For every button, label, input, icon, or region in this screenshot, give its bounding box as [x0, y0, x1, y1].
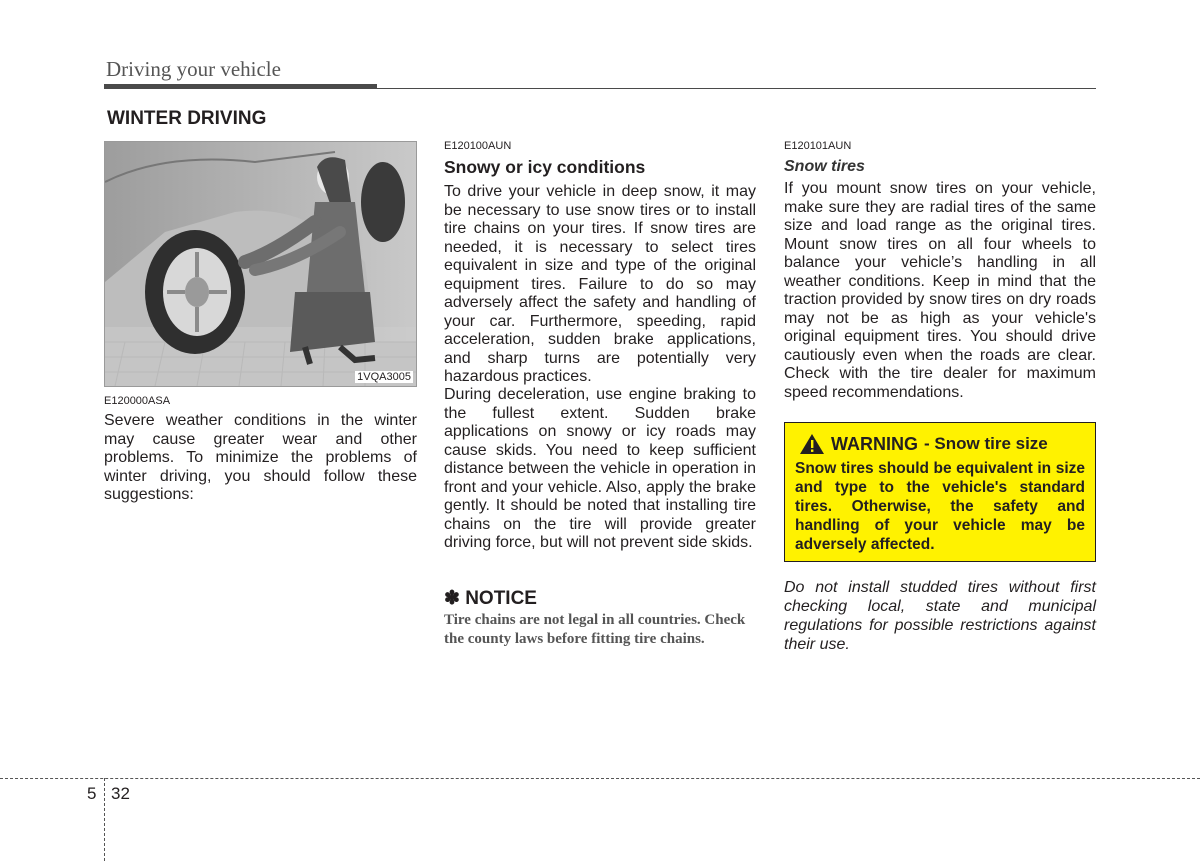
section-code: E120101AUN	[784, 140, 852, 152]
page-number: 32	[111, 784, 130, 803]
footer-divider	[104, 778, 105, 861]
warning-label: WARNING	[831, 433, 918, 454]
intro-paragraph: Severe weather conditions in the winter may cause greater wear and other problems. To minimize the problems of winter driving, you should follow these suggestions:	[104, 412, 417, 503]
figure-code: 1VQA3005	[357, 371, 411, 383]
section-code: E120000ASA	[104, 395, 171, 407]
warning-text: Snow tires should be equivalent in size and type to the vehicle's standard tires. Otherwise, the safety and handling of your vehicle may be adversely affected.	[795, 460, 1085, 553]
header-rule-accent	[104, 84, 377, 89]
page-title: WINTER DRIVING	[107, 108, 267, 129]
paragraph: To drive your vehicle in deep snow, it may be necessary to use snow tires or to install tire chains on your tires. If snow tires are needed, it is necessary to select tires equivalent in size and type of the original equipment tires. Failure to do so may adversely affect the safety and handling of your car. Furthermore, speeding, rapid acceleration, sudden brake applications, and sharp turns are potentially very hazardous practices.	[444, 183, 756, 385]
warning-box	[784, 422, 1096, 562]
footer-rule	[0, 778, 1200, 779]
notice-heading: ✽ NOTICE	[444, 588, 537, 609]
chapter-number: 5	[87, 784, 97, 803]
warning-subject: - Snow tire size	[924, 434, 1048, 453]
paragraph: During deceleration, use engine braking to the fullest extent. Sudden brake applications on snowy or icy roads may cause skids. You need to keep sufficient distance between the vehicle in operation in front and your vehicle. Also, apply the brake gently. It should be noted that installing tire chains on the tire will provide greater driving force, but will not prevent side skids.	[444, 386, 756, 551]
warning-title	[795, 433, 1085, 455]
notice-text: Tire chains are not legal in all countries. Check the county laws before fitting tire chains.	[444, 612, 746, 647]
section-header: Driving your vehicle	[106, 57, 281, 81]
paragraph: If you mount snow tires on your vehicle, make sure they are radial tires of the same size and load range as the original tires. Mount snow tires on all four wheels to balance your vehicle’s handling in all weather conditions. Keep in mind that the traction provided by snow tires on dry roads may not be as high as your vehicle's original equipment tires. You should drive cautiously even when the roads are clear. Check with the tire dealer for maximum speed recommendations.	[784, 180, 1096, 401]
woman-fitting-tire-illustration	[105, 142, 416, 386]
italic-note: Do not install studded tires without first checking local, state and municipal regulations for possible restrictions against their use.	[784, 579, 1096, 653]
tire-chain-illustration	[104, 141, 417, 387]
section-heading: Snow tires	[784, 158, 865, 175]
warning-triangle-icon	[799, 433, 825, 455]
section-heading: Snowy or icy conditions	[444, 157, 646, 177]
section-code: E120100AUN	[444, 140, 512, 152]
